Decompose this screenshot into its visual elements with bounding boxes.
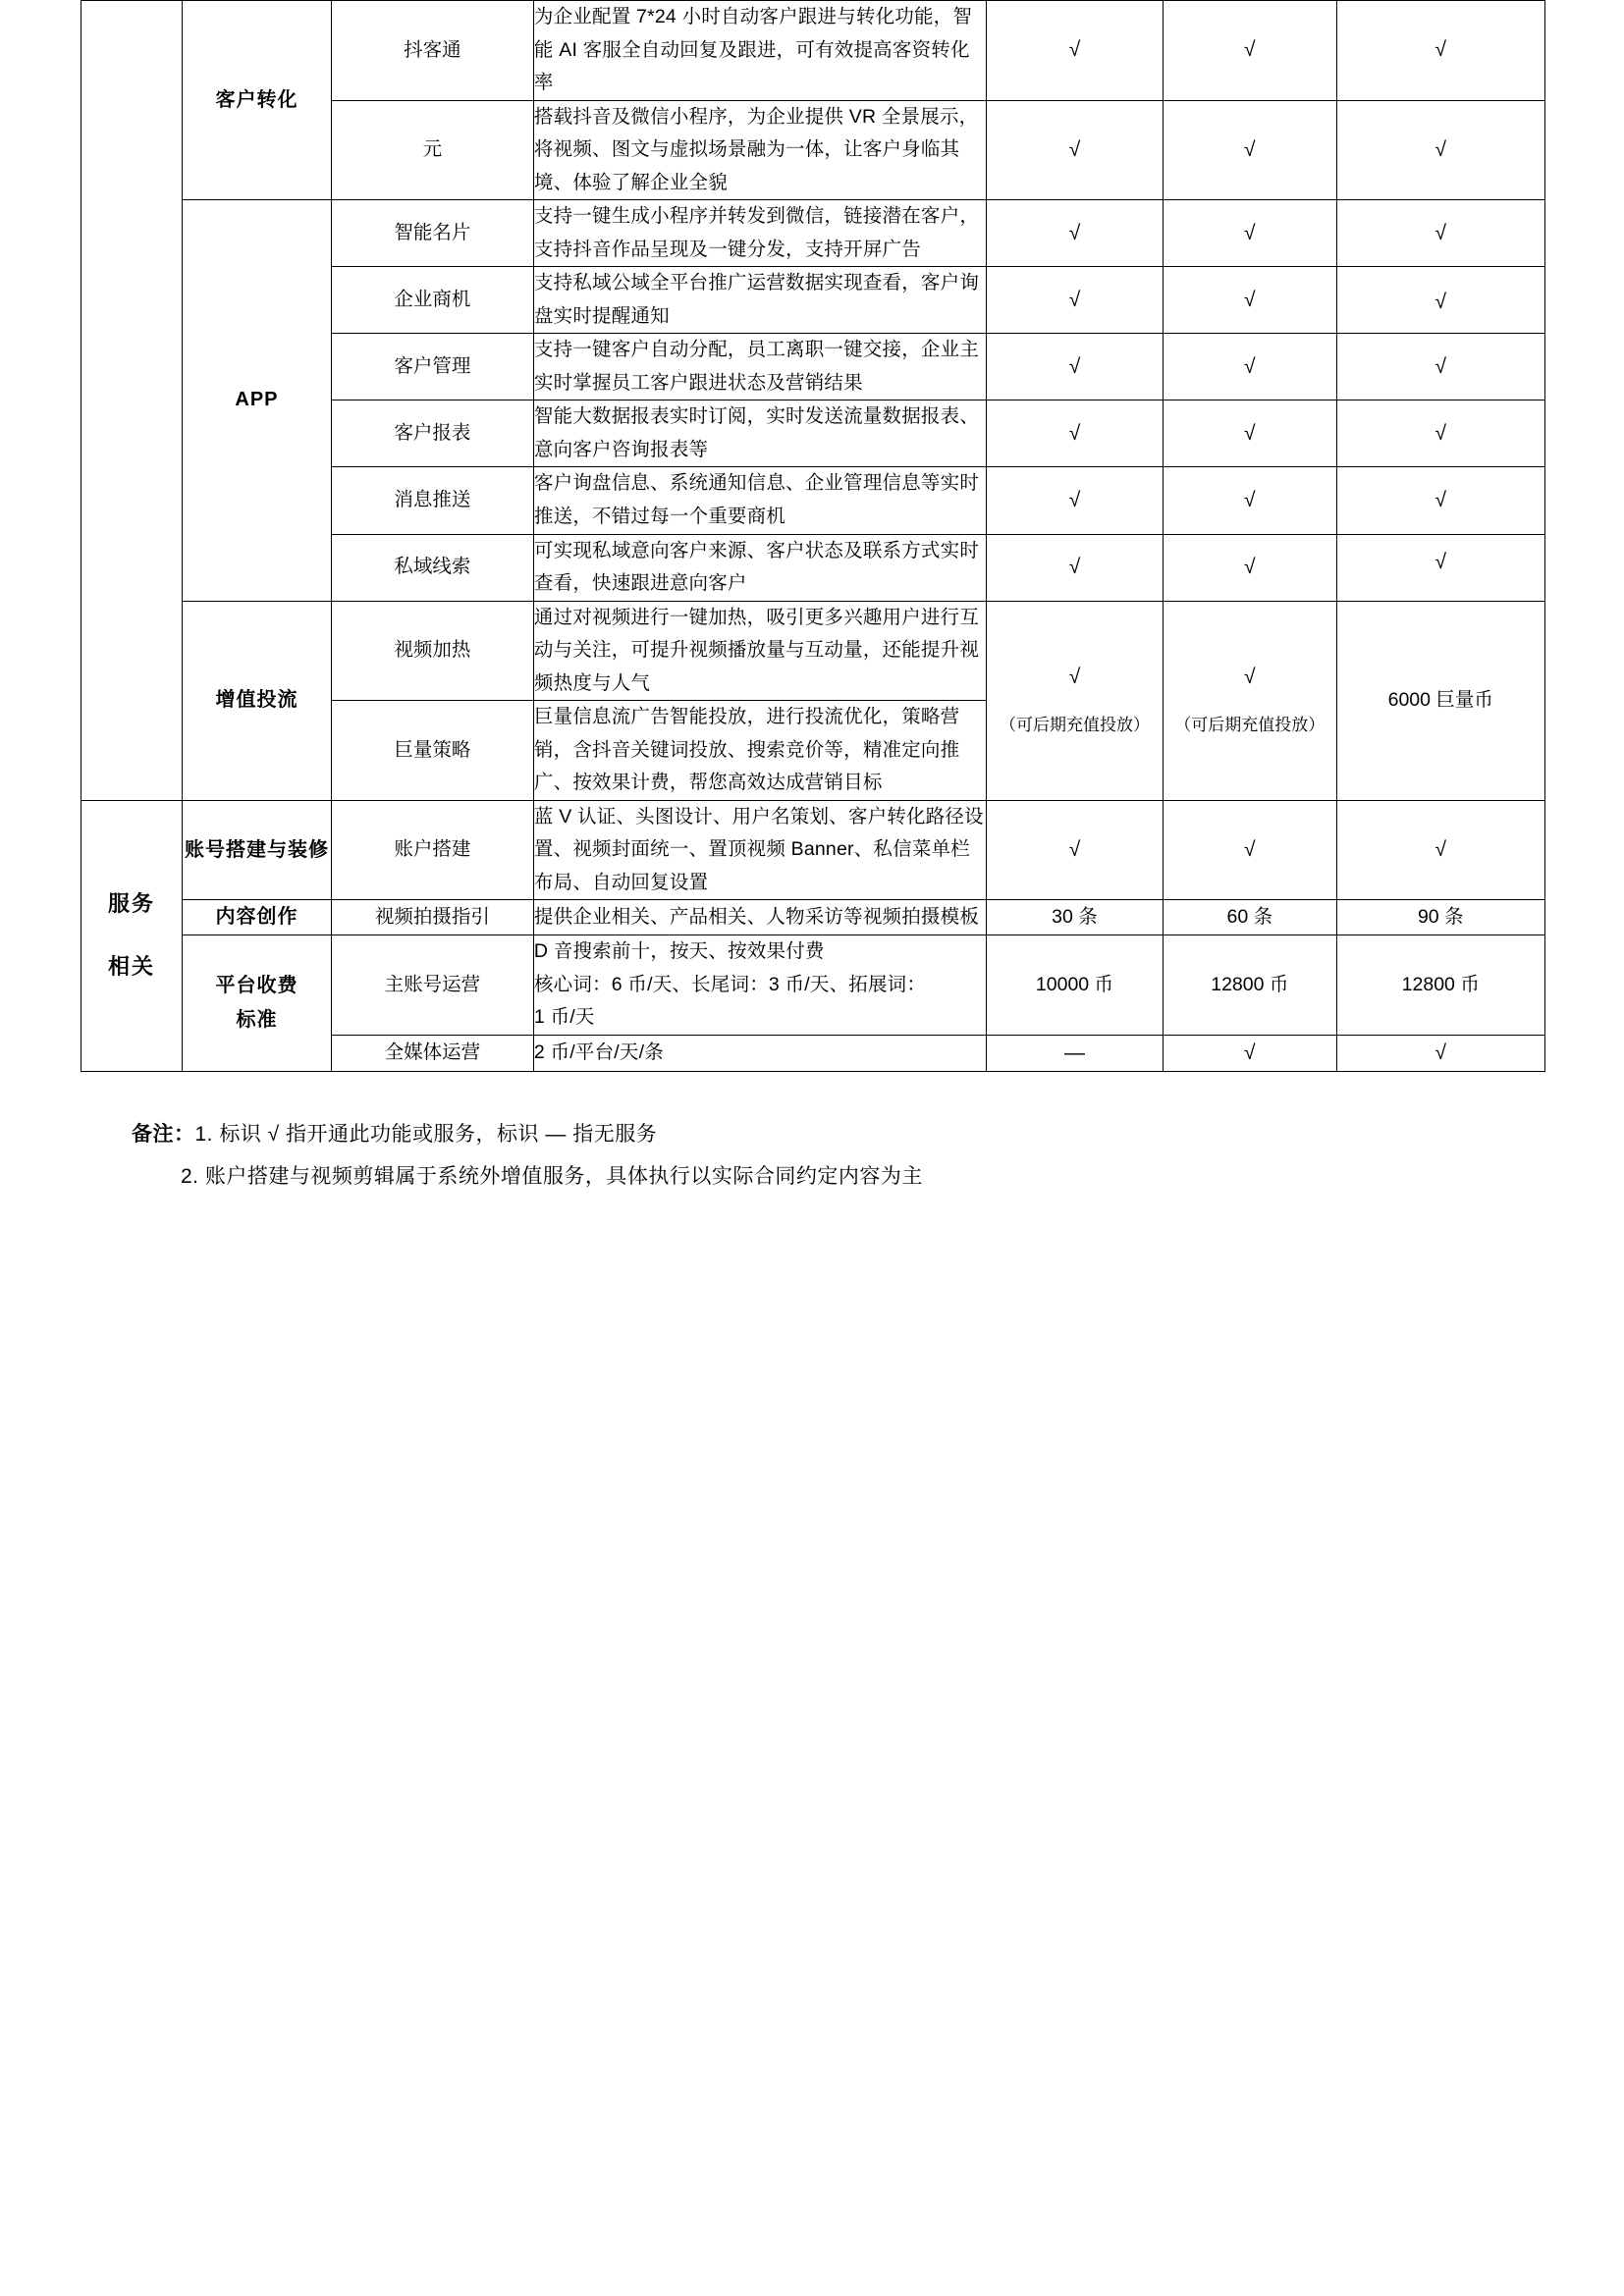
description-cell: 搭载抖音及微信小程序，为企业提供 VR 全景展示，将视频、图文与虚拟场景融为一体，让客户身临其境、体验了解企业全貌	[533, 100, 986, 200]
plan3-value: 6000 巨量币	[1336, 601, 1545, 800]
feature-cell-customer-report: 客户报表	[331, 400, 533, 467]
feature-cell-message-push: 消息推送	[331, 467, 533, 534]
check-icon: √	[1435, 138, 1447, 162]
feature-cell-doukeitong: 抖客通	[331, 1, 533, 101]
plan3-value	[1336, 400, 1545, 467]
description-cell: 巨量信息流广告智能投放，进行投流优化，策略营销，含抖音关键词投放、搜索竞价等，精准定向推广、按效果计费，帮您高效达成营销目标	[533, 701, 986, 801]
check-icon: √	[1068, 838, 1081, 862]
table-row	[81, 200, 1545, 267]
check-icon: √	[1068, 355, 1081, 378]
description-line1: D 音搜索前十，按天、按效果付费	[533, 940, 825, 963]
feature-cell-omni-media-ops: 全媒体运营	[331, 1035, 533, 1071]
feature-cell-juliang-strategy: 巨量策略	[331, 701, 533, 801]
table-row	[81, 900, 1545, 935]
check-icon: √	[1068, 665, 1081, 688]
category-cell-platform-fee-standard	[183, 935, 332, 1071]
group-label-line2: 相关	[107, 954, 155, 980]
plan2-value	[1164, 400, 1336, 467]
plan3-value	[1336, 1035, 1545, 1071]
table-row	[81, 935, 1545, 1036]
check-icon: √	[1244, 1041, 1256, 1064]
category-cell-app: APP	[183, 200, 332, 601]
plan1-value: 10000 币	[986, 935, 1163, 1036]
check-icon: √	[1068, 556, 1081, 579]
plan1-value	[986, 800, 1163, 900]
plan3-value	[1336, 100, 1545, 200]
plan3-value	[1336, 800, 1545, 900]
description-cell: 通过对视频进行一键加热，吸引更多兴趣用户进行互动与关注，可提升视频播放量与互动量，还能提升视频热度与人气	[533, 601, 986, 701]
plan2-note: （可后期充值投放）	[1174, 716, 1326, 735]
feature-cell-account-build: 账户搭建	[331, 800, 533, 900]
plan2-value	[1164, 200, 1336, 267]
service-comparison-table	[81, 0, 1545, 1072]
category-cell-value-added-traffic: 增值投流	[183, 601, 332, 800]
group-cell-service-related	[81, 800, 183, 1071]
check-icon: √	[1244, 355, 1256, 378]
plan2-value	[1164, 467, 1336, 534]
plan1-value	[986, 1, 1163, 101]
description-cell: 支持一键生成小程序并转发到微信，链接潜在客户，支持抖音作品呈现及一键分发，支持开屏广告	[533, 200, 986, 267]
group-label-line1: 服务	[107, 890, 155, 916]
check-icon: √	[1435, 221, 1447, 244]
category-label-line1: 平台收费	[215, 974, 298, 996]
check-icon: √	[1244, 138, 1256, 162]
footnotes-label: 备注：	[132, 1122, 195, 1146]
table-row	[81, 800, 1545, 900]
plan1-value	[986, 267, 1163, 334]
description-cell: 提供企业相关、产品相关、人物采访等视频拍摄模板	[533, 900, 986, 935]
feature-cell-private-leads: 私域线索	[331, 534, 533, 601]
plan2-value	[1164, 267, 1336, 334]
plan2-value: 12800 币	[1164, 935, 1336, 1036]
plan3-value	[1336, 534, 1545, 601]
description-line2: 核心词：6 币/天、长尾词：3 币/天、拓展词：	[533, 973, 927, 995]
feature-cell-business-opportunity: 企业商机	[331, 267, 533, 334]
check-icon: √	[1244, 422, 1256, 446]
check-icon: √	[1435, 1041, 1447, 1064]
footnote-line-2	[132, 1155, 1547, 1198]
check-icon: √	[1244, 556, 1256, 579]
feature-cell-main-account-ops: 主账号运营	[331, 935, 533, 1036]
check-icon: √	[1435, 838, 1447, 862]
plan2-value	[1164, 100, 1336, 200]
check-icon: √	[1068, 138, 1081, 162]
description-cell: 为企业配置 7*24 小时自动客户跟进与转化功能，智能 AI 客服全自动回复及跟进，可有效提高客资转化率	[533, 1, 986, 101]
feature-cell-video-boost: 视频加热	[331, 601, 533, 701]
table-row	[81, 601, 1545, 701]
description-cell: 支持一键客户自动分配，员工离职一键交接，企业主实时掌握员工客户跟进状态及营销结果	[533, 334, 986, 400]
footnote-line-1	[132, 1113, 1547, 1155]
footnotes-block	[81, 1113, 1547, 1198]
plan1-value	[986, 534, 1163, 601]
plan2-value	[1164, 534, 1336, 601]
plan2-value	[1164, 800, 1336, 900]
check-icon: √	[1435, 290, 1447, 313]
plan1-value	[986, 334, 1163, 400]
description-cell: 可实现私域意向客户来源、客户状态及联系方式实时查看，快速跟进意向客户	[533, 534, 986, 601]
plan3-value: 12800 币	[1336, 935, 1545, 1036]
plan1-note: （可后期充值投放）	[999, 716, 1150, 735]
plan1-value	[986, 601, 1163, 800]
description-cell: 蓝 V 认证、头图设计、用户名策划、客户转化路径设置、视频封面统一、置顶视频 Banner、私信菜单栏布局、自动回复设置	[533, 800, 986, 900]
plan2-value	[1164, 334, 1336, 400]
description-line3: 1 币/天	[533, 1006, 595, 1029]
category-cell-account-setup: 账号搭建与装修	[183, 800, 332, 900]
plan3-value	[1336, 334, 1545, 400]
check-icon: √	[1244, 221, 1256, 244]
description-cell	[533, 935, 986, 1036]
check-icon: √	[1244, 489, 1256, 512]
check-icon: √	[1244, 665, 1256, 688]
category-label-line2: 标准	[236, 1008, 278, 1031]
plan2-value	[1164, 1, 1336, 101]
category-cell-content-creation: 内容创作	[183, 900, 332, 935]
check-icon: √	[1068, 288, 1081, 311]
feature-cell-shooting-guide: 视频拍摄指引	[331, 900, 533, 935]
check-icon: √	[1244, 838, 1256, 862]
description-cell: 支持私域公域全平台推广运营数据实现查看，客户询盘实时提醒通知	[533, 267, 986, 334]
plan1-value	[986, 200, 1163, 267]
table-row	[81, 1, 1545, 101]
plan2-value: 60 条	[1164, 900, 1336, 935]
plan1-value	[986, 100, 1163, 200]
footnote-text-2: 2. 账户搭建与视频剪辑属于系统外增值服务，具体执行以实际合同约定内容为主	[181, 1164, 923, 1188]
plan1-value	[986, 1035, 1163, 1071]
check-icon: √	[1435, 550, 1447, 573]
plan1-value	[986, 467, 1163, 534]
plan1-value	[986, 400, 1163, 467]
feature-cell-smart-card: 智能名片	[331, 200, 533, 267]
check-icon: √	[1435, 422, 1447, 446]
category-cell-customer-conversion: 客户转化	[183, 1, 332, 200]
check-icon: √	[1068, 221, 1081, 244]
feature-cell-yuan: 元	[331, 100, 533, 200]
description-cell: 客户询盘信息、系统通知信息、企业管理信息等实时推送，不错过每一个重要商机	[533, 467, 986, 534]
check-icon: √	[1068, 38, 1081, 62]
plan1-value: 30 条	[986, 900, 1163, 935]
check-icon: √	[1068, 489, 1081, 512]
dash-icon: —	[1063, 1041, 1085, 1064]
plan3-value	[1336, 467, 1545, 534]
group-cell-empty	[81, 1, 183, 801]
footnote-text-1: 1. 标识 √ 指开通此功能或服务，标识 — 指无服务	[194, 1122, 658, 1146]
check-icon: √	[1244, 288, 1256, 311]
feature-cell-customer-management: 客户管理	[331, 334, 533, 400]
description-cell: 2 币/平台/天/条	[533, 1035, 986, 1071]
check-icon: √	[1435, 38, 1447, 62]
plan3-value	[1336, 1, 1545, 101]
plan2-value	[1164, 601, 1336, 800]
plan3-value	[1336, 267, 1545, 334]
plan3-value	[1336, 200, 1545, 267]
plan2-value	[1164, 1035, 1336, 1071]
check-icon: √	[1068, 422, 1081, 446]
check-icon: √	[1435, 355, 1447, 378]
check-icon: √	[1244, 38, 1256, 62]
description-cell: 智能大数据报表实时订阅，实时发送流量数据报表、意向客户咨询报表等	[533, 400, 986, 467]
check-icon: √	[1435, 489, 1447, 512]
plan3-value: 90 条	[1336, 900, 1545, 935]
